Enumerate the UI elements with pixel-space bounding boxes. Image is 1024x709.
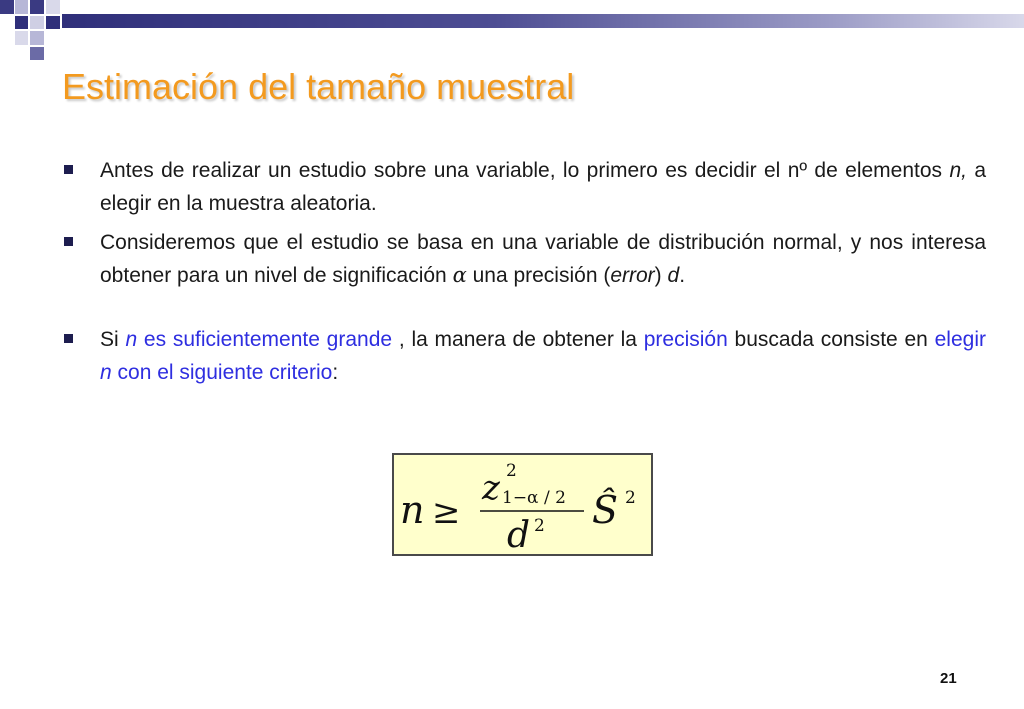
bullet-item bbox=[62, 226, 986, 292]
formula-z: z bbox=[482, 468, 500, 508]
formula-geq: ≥ bbox=[432, 492, 461, 532]
square-bullet-icon bbox=[64, 334, 73, 343]
square-bullet-icon bbox=[64, 237, 73, 246]
bullet-text-segment: error bbox=[610, 264, 655, 287]
bullet-text-segment: n bbox=[100, 361, 112, 384]
deco-square bbox=[15, 31, 28, 45]
formula-d-exponent: 2 bbox=[534, 516, 545, 536]
square-bullet-icon bbox=[64, 165, 73, 174]
bullet-text-segment: a elegir en la muestra aleatoria. bbox=[100, 159, 987, 215]
bullet-text-segment: . bbox=[679, 264, 686, 287]
sample-size-formula bbox=[394, 455, 651, 554]
formula-s-exponent: 2 bbox=[625, 488, 636, 508]
formula-z-exponent: 2 bbox=[506, 461, 517, 481]
bullet-text-segment: Antes de realizar un estudio sobre una variable, lo primero es decidir el nº de elementos bbox=[100, 159, 950, 182]
page-number: 21 bbox=[940, 670, 957, 687]
bullet-text-segment: es suficientemente grande bbox=[137, 328, 393, 351]
bullet-item bbox=[62, 323, 986, 389]
bullet-text-segment: una precisión ( bbox=[466, 264, 611, 287]
bullet-text-segment: Si bbox=[100, 328, 126, 351]
deco-square bbox=[0, 0, 14, 14]
alpha-symbol: α bbox=[452, 263, 467, 287]
bullet-text-segment: d bbox=[667, 264, 680, 287]
formula-d: d bbox=[507, 515, 531, 554]
deco-square bbox=[15, 16, 28, 29]
header-band bbox=[62, 14, 1024, 28]
bullet-text-segment: precisión bbox=[643, 328, 728, 351]
deco-square bbox=[46, 16, 60, 29]
formula-z-subscript: 1−α / 2 bbox=[502, 488, 566, 508]
bullet-text-segment: elegir bbox=[934, 328, 986, 351]
slide-title: Estimación del tamaño muestral bbox=[62, 66, 575, 107]
bullet-item bbox=[62, 154, 986, 220]
formula-s-hat: Ŝ bbox=[592, 488, 619, 532]
deco-square bbox=[15, 0, 28, 14]
bullet-text-segment: n bbox=[125, 328, 138, 351]
bullet-text-segment: buscada consiste en bbox=[727, 328, 935, 351]
deco-square bbox=[30, 31, 44, 45]
bullet-text-segment: : bbox=[332, 361, 339, 384]
bullet-text-segment: n, bbox=[949, 159, 967, 182]
deco-square bbox=[46, 0, 60, 14]
bullet-list bbox=[62, 154, 986, 389]
bullet-text-segment: , la manera de obtener la bbox=[392, 328, 644, 351]
deco-square bbox=[30, 0, 44, 14]
bullet-text-segment: con el siguiente criterio bbox=[111, 361, 333, 384]
formula-n: n bbox=[400, 488, 425, 532]
formula-box bbox=[392, 453, 653, 556]
bullet-text-segment: Consideremos que el estudio se basa en una variable de distribución normal, y nos interesa obtener para un nivel de significación bbox=[100, 231, 986, 287]
deco-square bbox=[30, 47, 44, 60]
bullet-text-segment: ) bbox=[654, 264, 668, 287]
deco-square bbox=[30, 16, 44, 29]
